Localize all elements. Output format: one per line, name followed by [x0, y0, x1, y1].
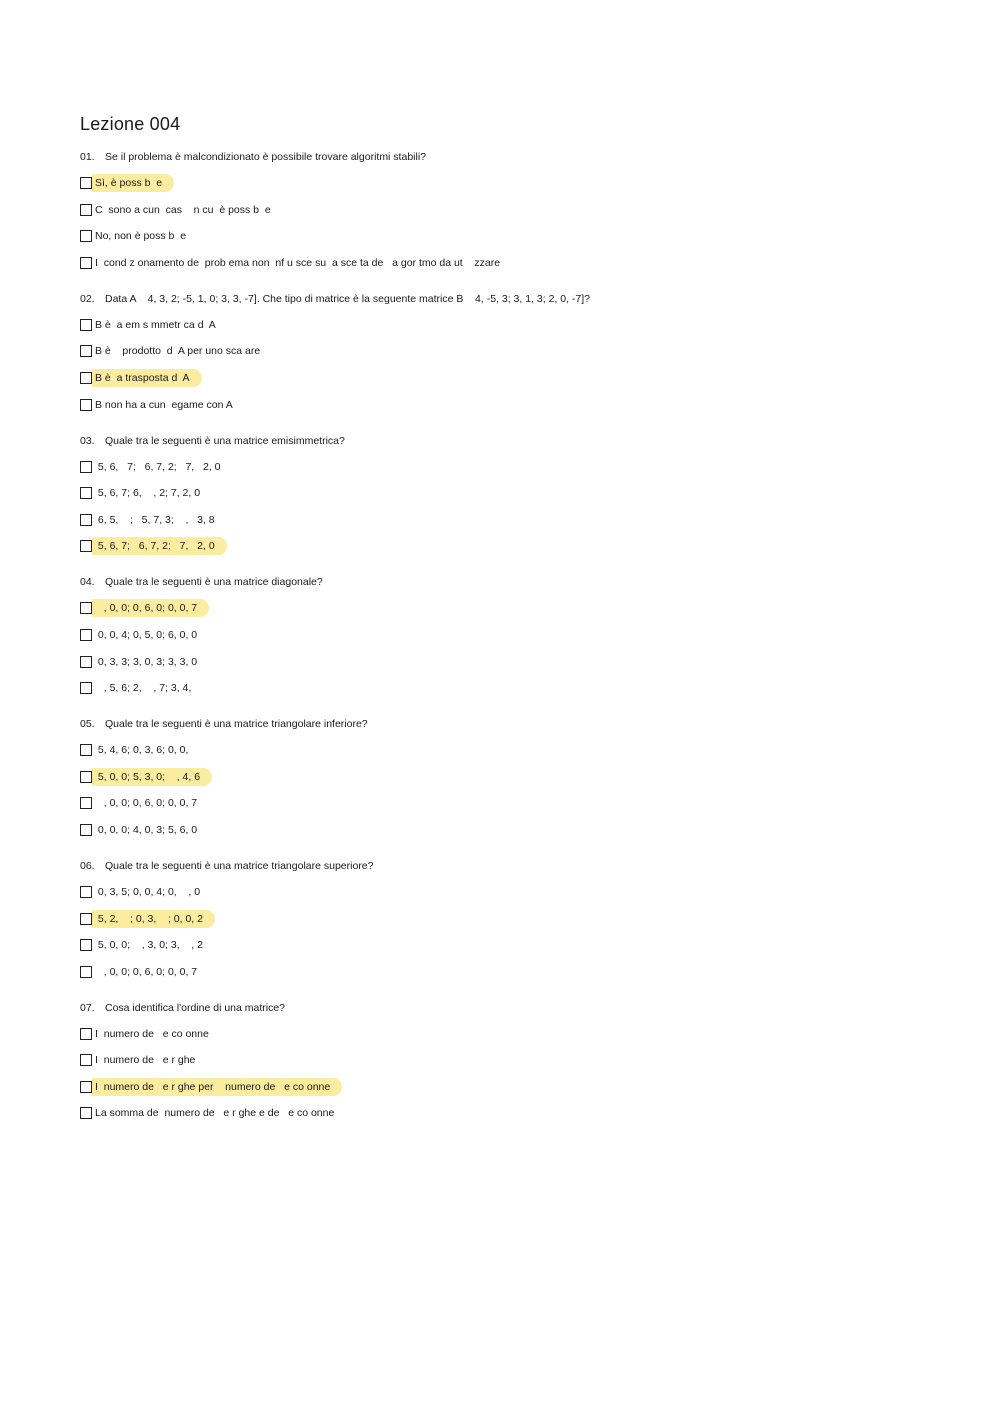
- answer-option[interactable]: [80, 963, 940, 981]
- answer-label: , 0, 0; 0, 6, 0; 0, 0, 7: [95, 797, 198, 810]
- answer-label: I numero de e r ghe per numero de e co onne: [92, 1078, 342, 1096]
- answer-label: I numero de e r ghe: [95, 1054, 196, 1067]
- question-block: [80, 857, 940, 981]
- answer-label: 5, 0, 0; 5, 3, 0; , 4, 6: [92, 768, 212, 786]
- answer-option-correct[interactable]: [80, 174, 940, 192]
- answer-label: B non ha a cun egame con A: [95, 398, 233, 411]
- answer-label: 5, 0, 0; , 3, 0; 3, , 2: [95, 939, 203, 952]
- answer-label: , 5, 6; 2, , 7; 3, 4,: [95, 682, 192, 695]
- answer-option[interactable]: [80, 1025, 940, 1043]
- answer-option[interactable]: [80, 396, 940, 414]
- question-number: 07.: [80, 1001, 95, 1014]
- answer-option[interactable]: [80, 1051, 940, 1069]
- answer-label: 5, 2, ; 0, 3, ; 0, 0, 2: [92, 910, 215, 928]
- answer-option[interactable]: [80, 794, 940, 812]
- question-label: Cosa identifica l'ordine di una matrice?: [105, 1001, 286, 1014]
- answer-checkbox[interactable]: [80, 771, 92, 783]
- answer-checkbox[interactable]: [80, 487, 92, 499]
- answer-checkbox[interactable]: [80, 319, 92, 331]
- answer-label: 0, 3, 3; 3, 0, 3; 3, 3, 0: [95, 655, 198, 668]
- question-text: [80, 999, 940, 1017]
- answer-option[interactable]: [80, 936, 940, 954]
- question-label: Quale tra le seguenti è una matrice triangolare inferiore?: [105, 718, 368, 731]
- answer-checkbox[interactable]: [80, 824, 92, 836]
- answer-checkbox[interactable]: [80, 797, 92, 809]
- question-block: [80, 999, 940, 1123]
- page-title: Lezione 004: [80, 114, 181, 134]
- answer-option-correct[interactable]: [80, 599, 940, 617]
- question-label: Quale tra le seguenti è una matrice triangolare superiore?: [105, 859, 374, 872]
- answer-checkbox[interactable]: [80, 913, 92, 925]
- question-label: Quale tra le seguenti è una matrice emisimmetrica?: [105, 434, 345, 447]
- question-label: Data A 4, 3, 2; -5, 1, 0; 3, 3, -7]. Che tipo di matrice è la seguente matrice B 4, -5, 3; 3, 1, 3; 2, 0, -7]?: [105, 292, 591, 305]
- answer-label: 0, 0, 0; 4, 0, 3; 5, 6, 0: [95, 823, 198, 836]
- answer-label: , 0, 0; 0, 6, 0; 0, 0, 7: [95, 965, 198, 978]
- answer-label: I cond z onamento de prob ema non nf u sce su a sce ta de a gor tmo da ut zzare: [95, 256, 501, 269]
- answer-option-correct[interactable]: [80, 369, 940, 387]
- answer-option[interactable]: [80, 254, 940, 272]
- question-text: [80, 715, 940, 733]
- question-number: 03.: [80, 434, 95, 447]
- answer-label: No, non è poss b e: [95, 230, 187, 243]
- question-text: [80, 573, 940, 591]
- answer-checkbox[interactable]: [80, 602, 92, 614]
- question-text: [80, 432, 940, 450]
- answer-checkbox[interactable]: [80, 257, 92, 269]
- answer-option-correct[interactable]: [80, 910, 940, 928]
- answer-label: I numero de e co onne: [95, 1027, 209, 1040]
- answer-checkbox[interactable]: [80, 1081, 92, 1093]
- answer-checkbox[interactable]: [80, 1107, 92, 1119]
- question-number: 04.: [80, 576, 95, 589]
- answer-checkbox[interactable]: [80, 1028, 92, 1040]
- answer-option[interactable]: [80, 653, 940, 671]
- question-list: [80, 148, 940, 1122]
- answer-checkbox[interactable]: [80, 886, 92, 898]
- answer-checkbox[interactable]: [80, 177, 92, 189]
- question-label: Quale tra le seguenti è una matrice diagonale?: [105, 576, 323, 589]
- answer-option-correct[interactable]: [80, 1078, 940, 1096]
- answer-option-correct[interactable]: [80, 537, 940, 555]
- answer-label: La somma de numero de e r ghe e de e co onne: [95, 1107, 335, 1120]
- answer-checkbox[interactable]: [80, 939, 92, 951]
- answer-label: 5, 6, 7; 6, 7, 2; 7, 2, 0: [92, 537, 227, 555]
- answer-label: 5, 4, 6; 0, 3, 6; 0, 0,: [95, 744, 189, 757]
- question-block: [80, 148, 940, 272]
- answer-label: 6, 5, ; 5, 7, 3; , 3, 8: [95, 513, 215, 526]
- question-number: 05.: [80, 718, 95, 731]
- answer-label: B è a trasposta d A: [92, 369, 202, 387]
- answer-checkbox[interactable]: [80, 514, 92, 526]
- answer-checkbox[interactable]: [80, 1054, 92, 1066]
- answer-option[interactable]: [80, 316, 940, 334]
- question-text: [80, 148, 940, 166]
- question-number: 06.: [80, 859, 95, 872]
- answer-option[interactable]: [80, 821, 940, 839]
- answer-checkbox[interactable]: [80, 204, 92, 216]
- answer-option[interactable]: [80, 883, 940, 901]
- answer-option[interactable]: [80, 342, 940, 360]
- answer-checkbox[interactable]: [80, 372, 92, 384]
- answer-checkbox[interactable]: [80, 629, 92, 641]
- answer-option[interactable]: [80, 741, 940, 759]
- answer-option[interactable]: [80, 458, 940, 476]
- answer-label: 0, 0, 4; 0, 5, 0; 6, 0, 0: [95, 628, 198, 641]
- answer-option[interactable]: [80, 484, 940, 502]
- question-label: Se il problema è malcondizionato è possibile trovare algoritmi stabili?: [105, 151, 426, 163]
- answer-checkbox[interactable]: [80, 345, 92, 357]
- answer-label: 5, 6, 7; 6, , 2; 7, 2, 0: [95, 487, 201, 500]
- answer-checkbox[interactable]: [80, 540, 92, 552]
- question-number: 01.: [80, 151, 95, 163]
- answer-label: , 0, 0; 0, 6, 0; 0, 0, 7: [92, 599, 209, 617]
- answer-checkbox[interactable]: [80, 399, 92, 411]
- question-block: [80, 573, 940, 697]
- answer-checkbox[interactable]: [80, 744, 92, 756]
- answer-label: 5, 6, 7; 6, 7, 2; 7, 2, 0: [95, 460, 221, 473]
- answer-option-correct[interactable]: [80, 768, 940, 786]
- answer-label: B è a em s mmetr ca d A: [95, 318, 216, 331]
- answer-label: 0, 3, 5; 0, 0, 4; 0, , 0: [95, 885, 201, 898]
- answer-option[interactable]: [80, 227, 940, 245]
- answer-checkbox[interactable]: [80, 461, 92, 473]
- quiz-page: [80, 112, 940, 1140]
- answer-label: C sono a cun cas n cu è poss b e: [95, 203, 271, 216]
- answer-option[interactable]: [80, 1104, 940, 1122]
- answer-option[interactable]: [80, 511, 940, 529]
- answer-option[interactable]: [80, 201, 940, 219]
- answer-label: B è prodotto d A per uno sca are: [95, 345, 261, 358]
- question-block: [80, 290, 940, 414]
- question-block: [80, 432, 940, 556]
- question-text: [80, 290, 940, 308]
- question-text: [80, 857, 940, 875]
- answer-checkbox[interactable]: [80, 966, 92, 978]
- question-number: 02.: [80, 292, 95, 305]
- answer-checkbox[interactable]: [80, 682, 92, 694]
- answer-checkbox[interactable]: [80, 230, 92, 242]
- answer-option[interactable]: [80, 626, 940, 644]
- answer-option[interactable]: [80, 679, 940, 697]
- answer-checkbox[interactable]: [80, 656, 92, 668]
- question-block: [80, 715, 940, 839]
- answer-label: Sì, è poss b e: [92, 174, 174, 192]
